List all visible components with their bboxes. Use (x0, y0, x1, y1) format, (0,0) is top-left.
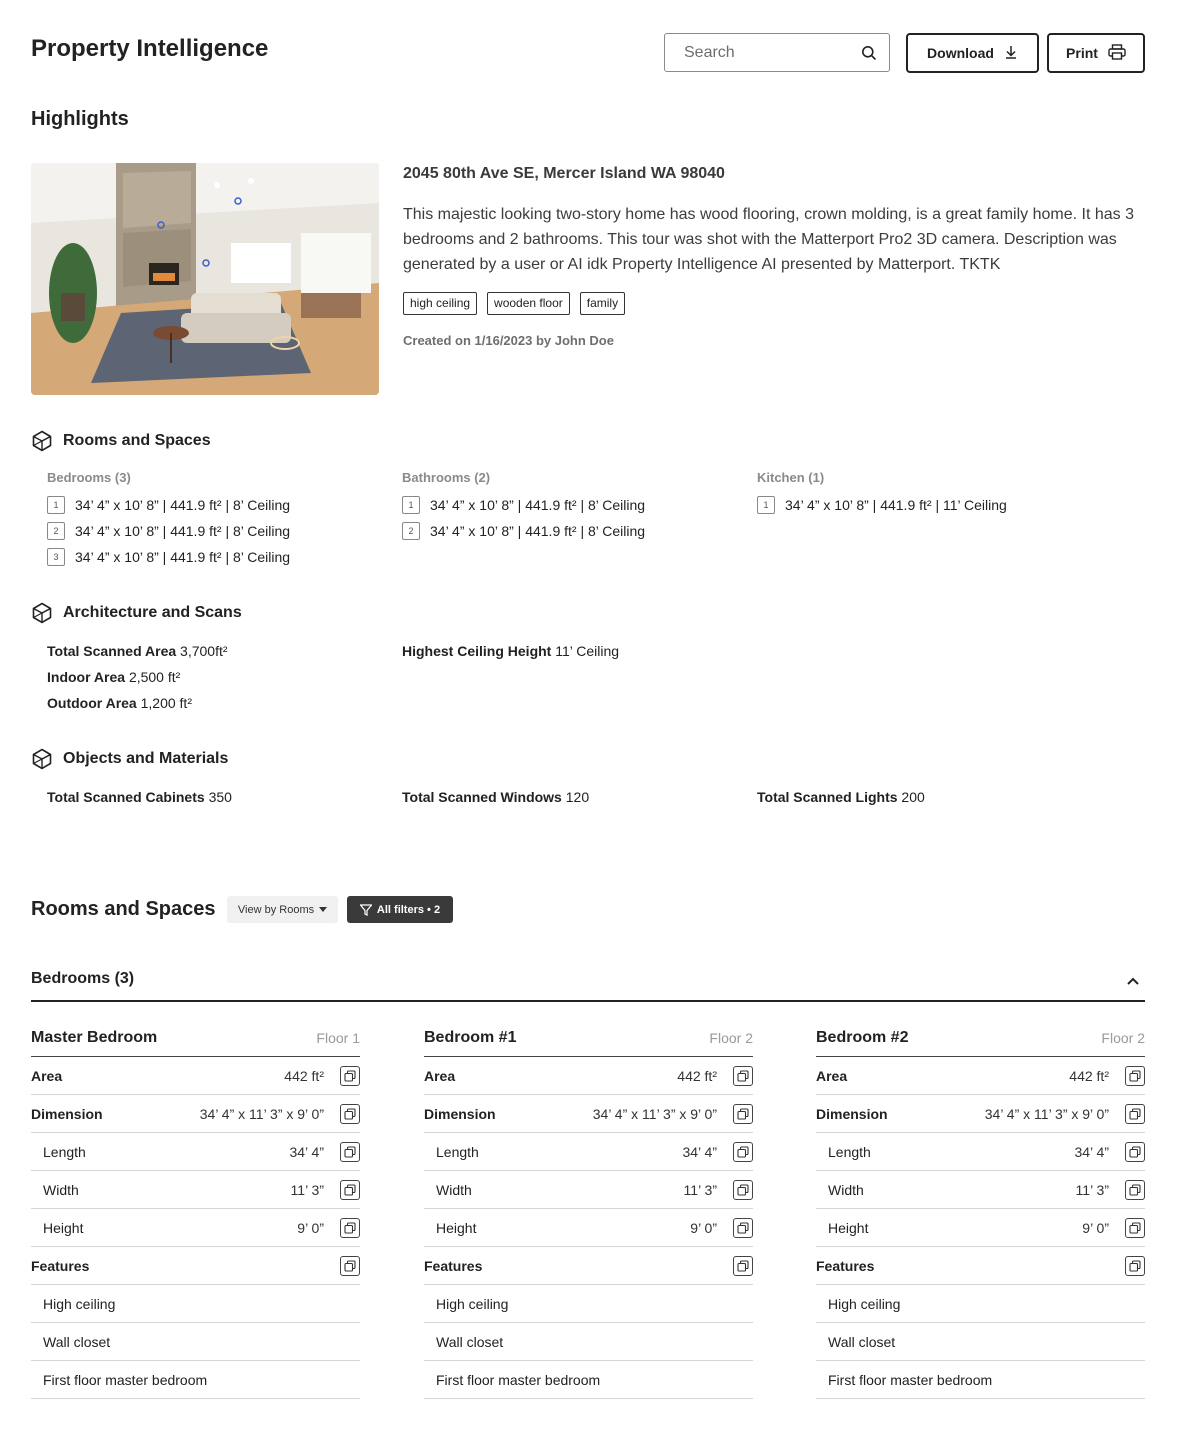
print-label: Print (1066, 45, 1098, 61)
row-label: Area (816, 1068, 848, 1084)
bedrooms-title: Bedrooms (3) (47, 470, 131, 485)
feature-item (424, 1323, 753, 1361)
tag[interactable]: wooden floor (487, 292, 570, 315)
download-button[interactable] (906, 33, 1039, 73)
row-value: 34’ 4” x 11’ 3” x 9’ 0” (199, 1106, 324, 1122)
rooms-summary-title: Rooms and Spaces (63, 432, 211, 449)
kitchen-title: Kitchen (1) (757, 470, 825, 485)
row-label: Dimension (31, 1106, 103, 1122)
room-card (424, 1020, 753, 1399)
copy-icon[interactable] (733, 1142, 753, 1162)
outdoor-area-stat (47, 695, 192, 711)
feature-item (31, 1285, 360, 1323)
feature-item (424, 1361, 753, 1399)
row-label: Features (424, 1258, 483, 1274)
feature-label: First floor master bedroom (436, 1372, 601, 1388)
row-value: 442 ft² (677, 1068, 717, 1084)
table-row (816, 1057, 1145, 1095)
windows-stat (402, 789, 589, 805)
list-item (47, 522, 290, 540)
room-card (31, 1020, 360, 1399)
copy-icon[interactable] (733, 1180, 753, 1200)
chevron-up-icon[interactable] (1127, 972, 1139, 990)
number-badge: 1 (757, 496, 775, 514)
room-dimensions: 34’ 4” x 10’ 8” | 441.9 ft² | 8’ Ceiling (430, 497, 646, 513)
bedrooms-accordion-header[interactable] (31, 958, 1145, 1002)
card-header (816, 1020, 1145, 1057)
download-label: Download (927, 45, 994, 61)
feature-label: High ceiling (436, 1296, 509, 1312)
property-description: This majestic looking two-story home has wood flooring, crown molding, is a great family home. It has 3 bedrooms and 2 bathrooms. This tour was shot with the Matterport Pro2 3D camera. Description was generated by a user or AI idk Property Intelligence AI presented by Matterport. TKTK (403, 206, 1134, 273)
room-name: Master Bedroom (31, 1029, 158, 1046)
room-dimensions: 34’ 4” x 10’ 8” | 441.9 ft² | 8’ Ceiling (75, 497, 291, 513)
row-value: 11’ 3” (290, 1182, 324, 1198)
number-badge: 1 (47, 496, 65, 514)
table-row (31, 1171, 360, 1209)
row-label: Length (436, 1144, 479, 1160)
all-filters-label: All filters • 2 (376, 903, 441, 916)
room-dimensions: 34’ 4” x 10’ 8” | 441.9 ft² | 8’ Ceiling (430, 523, 646, 539)
feature-label: Wall closet (43, 1334, 111, 1350)
row-label: Length (828, 1144, 871, 1160)
table-row (31, 1095, 360, 1133)
row-label: Height (43, 1220, 84, 1236)
table-row (424, 1057, 753, 1095)
feature-item (31, 1323, 360, 1361)
row-label: Length (43, 1144, 86, 1160)
architecture-title: Architecture and Scans (63, 604, 242, 621)
feature-item (31, 1361, 360, 1399)
header (31, 30, 1145, 74)
row-value: 34’ 4” (1074, 1144, 1109, 1160)
cube-icon (31, 748, 53, 770)
copy-icon[interactable] (733, 1256, 753, 1276)
table-row (31, 1133, 360, 1171)
list-item (757, 496, 1007, 514)
property-address: 2045 80th Ave SE, Mercer Island WA 98040 (403, 165, 725, 182)
stat-value: 350 (208, 789, 232, 805)
tag[interactable]: high ceiling (403, 292, 477, 315)
row-value: 34’ 4” (682, 1144, 717, 1160)
stat-label: Total Scanned Lights (757, 789, 898, 805)
row-label: Dimension (424, 1106, 496, 1122)
copy-icon[interactable] (1125, 1066, 1145, 1086)
copy-icon[interactable] (340, 1066, 360, 1086)
list-item (47, 496, 290, 514)
feature-label: Wall closet (828, 1334, 896, 1350)
row-value: 11’ 3” (683, 1182, 717, 1198)
cube-icon (31, 430, 53, 452)
row-value: 9’ 0” (297, 1220, 324, 1236)
table-row (816, 1209, 1145, 1247)
feature-label: First floor master bedroom (828, 1372, 993, 1388)
card-header (424, 1020, 753, 1057)
stat-label: Highest Ceiling Height (402, 643, 552, 659)
row-value: 9’ 0” (1082, 1220, 1109, 1236)
number-badge: 3 (47, 548, 65, 566)
row-value: 34’ 4” x 11’ 3” x 9’ 0” (984, 1106, 1109, 1122)
room-name: Bedroom #2 (816, 1029, 909, 1046)
download-icon (1004, 45, 1018, 62)
room-card (816, 1020, 1145, 1399)
number-badge: 2 (402, 522, 420, 540)
room-dimensions: 34’ 4” x 10’ 8” | 441.9 ft² | 11’ Ceiling (785, 497, 1007, 513)
copy-icon[interactable] (733, 1218, 753, 1238)
row-value: 442 ft² (1069, 1068, 1109, 1084)
row-label: Features (816, 1258, 875, 1274)
property-photo[interactable] (31, 163, 379, 395)
stat-value: 120 (565, 789, 590, 805)
stat-value: 1,200 ft² (140, 695, 192, 711)
row-label: Dimension (816, 1106, 888, 1122)
copy-icon[interactable] (340, 1180, 360, 1200)
number-badge: 1 (402, 496, 420, 514)
copy-icon[interactable] (1125, 1180, 1145, 1200)
table-row (31, 1247, 360, 1285)
row-label: Width (43, 1182, 79, 1198)
total-area-stat (47, 643, 228, 659)
feature-item (816, 1323, 1145, 1361)
living-room-image (31, 163, 379, 395)
row-value: 442 ft² (284, 1068, 324, 1084)
table-row (816, 1095, 1145, 1133)
tag[interactable]: family (580, 292, 625, 315)
copy-icon[interactable] (340, 1104, 360, 1124)
table-row (424, 1095, 753, 1133)
ceiling-height-stat (402, 643, 619, 659)
copy-icon[interactable] (1125, 1142, 1145, 1162)
copy-icon[interactable] (1125, 1104, 1145, 1124)
table-row (424, 1209, 753, 1247)
room-name: Bedroom #1 (424, 1029, 517, 1046)
row-label: Area (424, 1068, 456, 1084)
feature-item (816, 1361, 1145, 1399)
stat-label: Total Scanned Cabinets (47, 789, 205, 805)
feature-item (424, 1285, 753, 1323)
stat-value: 11’ Ceiling (555, 643, 620, 659)
row-value: 34’ 4” (289, 1144, 324, 1160)
cabinets-stat (47, 789, 232, 805)
cube-icon (31, 602, 53, 624)
caret-down-icon (319, 907, 327, 912)
stat-value: 200 (901, 789, 925, 805)
list-item (47, 548, 290, 566)
bathrooms-title: Bathrooms (2) (402, 470, 491, 485)
copy-icon[interactable] (1125, 1218, 1145, 1238)
table-row (424, 1171, 753, 1209)
floor-label: Floor 2 (709, 1030, 753, 1046)
table-row (31, 1057, 360, 1095)
room-dimensions: 34’ 4” x 10’ 8” | 441.9 ft² | 8’ Ceiling (75, 523, 291, 539)
number-badge: 2 (47, 522, 65, 540)
copy-icon[interactable] (340, 1142, 360, 1162)
feature-label: High ceiling (43, 1296, 116, 1312)
tag-list (403, 292, 625, 315)
lights-stat (757, 789, 925, 805)
feature-label: Wall closet (436, 1334, 504, 1350)
list-item (402, 496, 645, 514)
search-input[interactable] (684, 44, 844, 62)
page-title: Property Intelligence (31, 35, 269, 62)
rooms-detail-heading: Rooms and Spaces (31, 898, 216, 920)
objects-heading (31, 748, 228, 770)
created-info: Created on 1/16/2023 by John Doe (403, 333, 614, 348)
rooms-summary-heading (31, 430, 211, 452)
room-dimensions: 34’ 4” x 10’ 8” | 441.9 ft² | 8’ Ceiling (75, 549, 291, 565)
printer-icon (1108, 44, 1126, 63)
row-label: Features (31, 1258, 90, 1274)
filter-icon (360, 904, 372, 916)
feature-item (816, 1285, 1145, 1323)
card-header (31, 1020, 360, 1057)
copy-icon[interactable] (1125, 1256, 1145, 1276)
table-row (424, 1133, 753, 1171)
row-label: Height (436, 1220, 477, 1236)
table-row (31, 1209, 360, 1247)
table-row (816, 1133, 1145, 1171)
copy-icon[interactable] (340, 1218, 360, 1238)
copy-icon[interactable] (340, 1256, 360, 1276)
highlights-heading: Highlights (31, 108, 129, 130)
copy-icon[interactable] (733, 1104, 753, 1124)
row-label: Width (828, 1182, 864, 1198)
row-label: Height (828, 1220, 869, 1236)
table-row (424, 1247, 753, 1285)
table-row (816, 1171, 1145, 1209)
row-value: 9’ 0” (690, 1220, 717, 1236)
copy-icon[interactable] (733, 1066, 753, 1086)
stat-label: Total Scanned Area (47, 643, 177, 659)
stat-value: 2,500 ft² (128, 669, 181, 685)
view-by-dropdown[interactable] (227, 896, 338, 923)
view-by-label: View by Rooms (237, 903, 315, 916)
stat-label: Indoor Area (47, 669, 126, 685)
all-filters-button[interactable] (347, 896, 453, 923)
feature-label: High ceiling (828, 1296, 901, 1312)
search-icon[interactable] (861, 45, 877, 61)
floor-label: Floor 1 (316, 1030, 360, 1046)
feature-label: First floor master bedroom (43, 1372, 208, 1388)
row-value: 11’ 3” (1075, 1182, 1109, 1198)
search-box[interactable] (664, 33, 890, 72)
list-item (402, 522, 645, 540)
row-label: Width (436, 1182, 472, 1198)
floor-label: Floor 2 (1101, 1030, 1145, 1046)
accordion-title: Bedrooms (3) (31, 970, 135, 987)
stat-value: 3,700ft² (180, 643, 228, 659)
indoor-area-stat (47, 669, 180, 685)
objects-title: Objects and Materials (63, 750, 229, 767)
table-row (816, 1247, 1145, 1285)
stat-label: Outdoor Area (47, 695, 137, 711)
stat-label: Total Scanned Windows (402, 789, 562, 805)
print-button[interactable] (1047, 33, 1145, 73)
architecture-heading (31, 602, 242, 624)
row-value: 34’ 4” x 11’ 3” x 9’ 0” (592, 1106, 717, 1122)
row-label: Area (31, 1068, 63, 1084)
